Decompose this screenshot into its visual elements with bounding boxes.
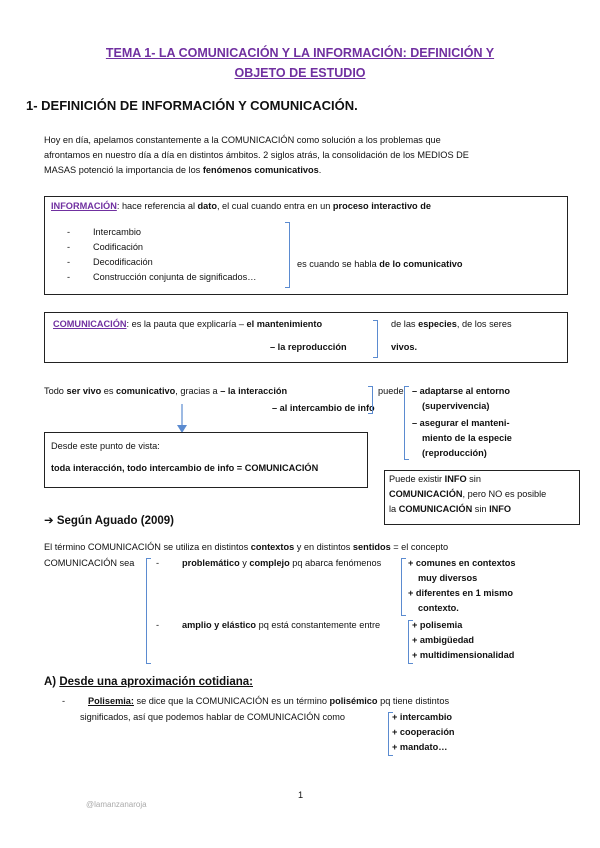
- page-title-line-2: OBJETO DE ESTUDIO: [234, 66, 366, 80]
- exist-part: INFO: [444, 474, 467, 484]
- exist-part: INFO: [489, 504, 512, 514]
- def-text: el mantenimiento: [246, 319, 323, 329]
- point-text: problemático: [182, 558, 240, 568]
- down-arrow-icon: [176, 404, 188, 434]
- intro-line: [44, 163, 469, 178]
- exist-line: [389, 502, 546, 517]
- list-brace: [285, 222, 290, 288]
- right-text: especies: [418, 319, 457, 329]
- outcome-line: + diferentes en 1 mismo: [408, 588, 513, 598]
- side-note-text: es cuando se habla: [297, 259, 380, 269]
- point-1-outcomes: [408, 556, 515, 616]
- comunicacion-line2: – la reproducción: [270, 342, 347, 352]
- aguado-text: sentidos: [352, 542, 391, 552]
- aguado-heading-text: Según Aguado (2009): [56, 515, 174, 527]
- living-text: comunicativo: [116, 386, 176, 396]
- exist-part: , pero NO es posible: [462, 489, 547, 499]
- living-text: – la interacción: [220, 386, 288, 396]
- informacion-side-note: [297, 257, 462, 272]
- list-item: + cooperación: [392, 727, 455, 737]
- living-text: es: [101, 386, 117, 396]
- outcome-line: – adaptarse al entorno: [412, 386, 511, 396]
- outcome-line: + ambigüedad: [412, 635, 475, 645]
- exist-part: COMUNICACIÓN: [398, 504, 473, 514]
- polisemia-text: pq tiene distintos: [377, 696, 450, 706]
- polisemia-items: [392, 710, 455, 755]
- exist-line: [389, 487, 546, 502]
- exist-text: [389, 472, 546, 517]
- intro-line: Hoy en día, apelamos constantemente a la COMUNICACIÓN como solución a los problemas que: [44, 135, 441, 145]
- list-item: + intercambio: [392, 712, 452, 722]
- bullet: -: [67, 272, 71, 282]
- point-1-brace: [401, 558, 406, 616]
- right-text: de las: [391, 319, 419, 329]
- exist-part: COMUNICACIÓN: [389, 489, 463, 499]
- aguado-brace: [146, 558, 151, 664]
- living-text: ser vivo: [66, 386, 102, 396]
- outcome-line: + comunes en contextos: [408, 558, 516, 568]
- point-text: y: [239, 558, 250, 568]
- def-text: dato: [197, 201, 217, 211]
- point-text: amplio y elástico: [182, 620, 257, 630]
- view-line-2: toda interacción, todo intercambio de info = COMUNICACIÓN: [51, 463, 319, 473]
- exist-line: [389, 472, 546, 487]
- outcome-line: muy diversos: [418, 573, 478, 583]
- exist-part: sin: [472, 504, 490, 514]
- view-line-1: Desde este punto de vista:: [51, 441, 160, 451]
- list-item-label: Intercambio: [93, 227, 142, 237]
- living-line-1: [44, 384, 287, 399]
- point-text: pq abarca fenómenos: [289, 558, 382, 568]
- point-2-outcomes: [412, 618, 514, 663]
- aguado-heading: [44, 513, 174, 527]
- polisemia-text: se dice que la COMUNICACIÓN es un término: [133, 696, 330, 706]
- aguado-line-2: COMUNICACIÓN sea: [44, 558, 135, 568]
- polisemia-text: polisémico: [329, 696, 378, 706]
- polisemia-line-1: [62, 694, 449, 709]
- aguado-text: y en distintos: [294, 542, 353, 552]
- page-title-line-1: TEMA 1- LA COMUNICACIÓN Y LA INFORMACIÓN: DEFINICIÓN Y: [105, 46, 495, 60]
- list-item: [67, 255, 256, 270]
- aguado-line-1: [44, 540, 448, 555]
- exist-box: [384, 470, 580, 525]
- informacion-box: [44, 196, 568, 295]
- outcome-2: [412, 416, 512, 461]
- def-text: : es la pauta que explicaría –: [126, 319, 247, 329]
- bullet: -: [156, 620, 160, 630]
- puede-label: puede: [378, 386, 404, 396]
- living-brace-right: [404, 386, 409, 460]
- living-text: , gracias a: [175, 386, 221, 396]
- side-note-text: de lo comunicativo: [379, 259, 463, 269]
- exist-part: sin: [466, 474, 481, 484]
- intro-highlight: fenómenos comunicativos: [202, 165, 319, 175]
- outcome-line: – asegurar el manteni-: [412, 418, 510, 428]
- approx-heading-text: Desde una aproximación cotidiana:: [59, 676, 253, 688]
- outcome-line: (reproducción): [422, 448, 487, 458]
- list-item-label: Codificación: [93, 242, 144, 252]
- bullet: -: [67, 242, 71, 252]
- living-line-2: – al intercambio de info: [272, 403, 375, 413]
- outcome-line: + multidimensionalidad: [412, 650, 515, 660]
- aguado-text: = el concepto: [390, 542, 449, 552]
- aguado-text: El término COMUNICACIÓN se utiliza en distintos: [44, 542, 251, 552]
- list-item: [67, 240, 256, 255]
- def-text: proceso interactivo de: [332, 201, 431, 211]
- point-text: complejo: [249, 558, 290, 568]
- view-box: [44, 432, 368, 488]
- page-number: 1: [298, 790, 304, 800]
- comunicacion-box: [44, 312, 568, 363]
- polisemia-term: Polisemia:: [88, 696, 134, 706]
- informacion-list: [67, 225, 256, 285]
- informacion-definition: [51, 199, 431, 214]
- comunicacion-term: COMUNICACIÓN: [53, 319, 127, 329]
- approx-label: A): [44, 676, 60, 688]
- comunicacion-right: [391, 317, 512, 332]
- intro-paragraph: [44, 133, 469, 178]
- polisemia-line-2: significados, así que podemos hablar de COMUNICACIÓN como: [80, 712, 346, 722]
- bullet: -: [62, 696, 66, 706]
- list-item: [67, 225, 256, 240]
- intro-text: MASAS potenció la importancia de los: [44, 165, 203, 175]
- intro-line: afrontamos en nuestro día a día en distintos ámbitos. 2 siglos atrás, la consolidación de los MEDIOS DE: [44, 150, 469, 160]
- list-item-label: Decodificación: [93, 257, 153, 267]
- list-item-label: Construcción conjunta de significados…: [93, 272, 257, 282]
- section-heading: 1- DEFINICIÓN DE INFORMACIÓN Y COMUNICACIÓN.: [26, 98, 358, 113]
- comunicacion-brace: [373, 320, 378, 358]
- watermark: @lamanzanaroja: [86, 800, 147, 809]
- approx-heading: [44, 676, 253, 688]
- list-item: + mandato…: [392, 742, 448, 752]
- comunicacion-definition: [53, 317, 322, 332]
- def-text: , el cual cuando entra en un: [216, 201, 333, 211]
- bullet: -: [67, 257, 71, 267]
- comunicacion-right-line2: vivos.: [391, 342, 418, 352]
- list-item: [67, 270, 256, 285]
- aguado-point-2: [156, 618, 380, 633]
- exist-part: Puede existir: [389, 474, 445, 484]
- living-brace-left: [368, 386, 373, 414]
- point-text: pq está constantemente entre: [256, 620, 381, 630]
- intro-text: .: [318, 165, 322, 175]
- bullet: -: [156, 558, 160, 568]
- bullet: -: [67, 227, 71, 237]
- living-text: Todo: [44, 386, 67, 396]
- outcome-line: contexto.: [418, 603, 459, 613]
- def-text: : hace referencia al: [116, 201, 198, 211]
- outcome-1: [412, 384, 510, 414]
- outcome-line: miento de la especie: [422, 433, 512, 443]
- aguado-point-1: [156, 556, 381, 571]
- exist-part: la: [389, 504, 399, 514]
- right-arrow-icon: ➔: [44, 515, 54, 527]
- right-text: , de los seres: [456, 319, 512, 329]
- informacion-term: INFORMACIÓN: [51, 201, 117, 211]
- aguado-text: contextos: [250, 542, 295, 552]
- outcome-line: (supervivencia): [422, 401, 490, 411]
- outcome-line: + polisemia: [412, 620, 463, 630]
